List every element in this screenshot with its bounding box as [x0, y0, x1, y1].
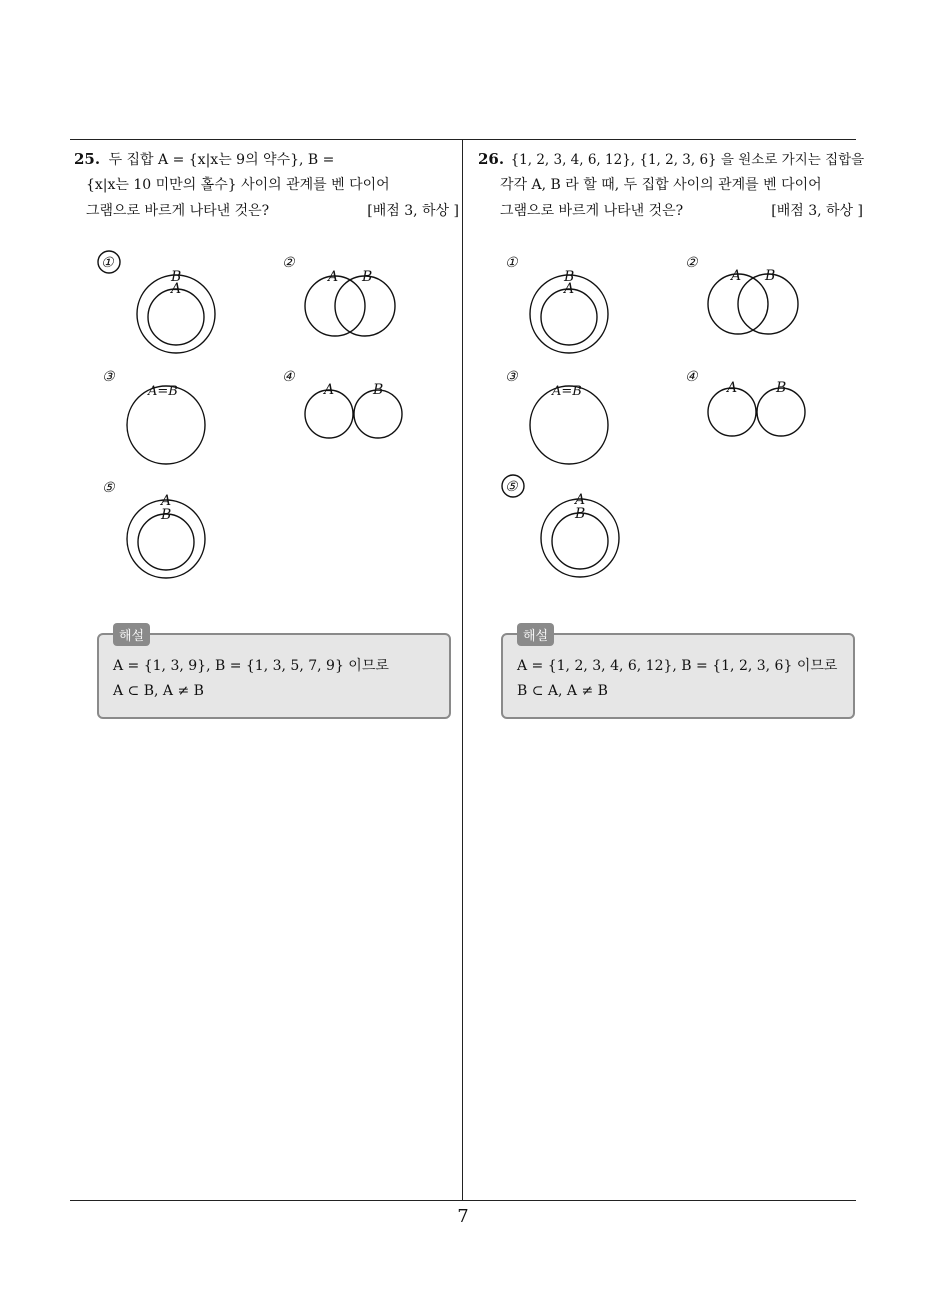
solution-line1: A = {1, 3, 9}, B = {1, 3, 5, 7, 9} 이므로 — [113, 658, 389, 674]
option-number: ① — [101, 255, 114, 271]
score-label: [배점 3, 하상 ] — [367, 203, 459, 219]
solution-tag: 해설 — [517, 623, 554, 646]
right-set-label: B — [765, 268, 776, 284]
right-set-label: B — [776, 380, 787, 396]
inner-set-circle — [148, 289, 204, 345]
option-number: ⑤ — [102, 480, 115, 496]
score-label: [배점 3, 하상 ] — [771, 203, 863, 219]
option-number: ④ — [685, 369, 698, 385]
inner-set-label: B — [575, 506, 586, 522]
outer-set-label: A — [161, 493, 172, 509]
equal-set-label: A=B — [148, 384, 178, 399]
question-text-line1: {1, 2, 3, 4, 6, 12}, {1, 2, 3, 6} 을 원소로 가지는 집합을 — [510, 152, 865, 168]
outer-set-label: A — [575, 492, 586, 508]
page-number: 7 — [457, 1206, 469, 1227]
q25-option-1[interactable] — [96, 248, 226, 358]
left-set-label: A — [328, 269, 339, 285]
equal-set-label: A=B — [552, 384, 582, 399]
inner-set-label: A — [564, 281, 575, 297]
solution-line2: A ⊂ B, A ≠ B — [113, 683, 204, 699]
q26-option-4[interactable] — [683, 366, 813, 446]
right-set-label: B — [362, 269, 373, 285]
option-number: ② — [282, 255, 295, 271]
q25-option-3[interactable] — [100, 366, 230, 470]
inner-set-circle — [541, 289, 597, 345]
q26-option-2[interactable] — [683, 250, 813, 350]
left-set-label: A — [727, 380, 738, 396]
solution-tag: 해설 — [113, 623, 150, 646]
inner-set-label: B — [161, 507, 172, 523]
solution-line2: B ⊂ A, A ≠ B — [517, 683, 608, 699]
question-text-line2: {x|x는 10 미만의 홀수} 사이의 관계를 벤 다이어 — [86, 177, 390, 193]
solution-line1: A = {1, 2, 3, 4, 6, 12}, B = {1, 2, 3, 6} 이므로 — [517, 658, 838, 674]
q25-option-4[interactable] — [280, 366, 410, 446]
q26-option-3[interactable] — [503, 366, 633, 470]
q26-option-5[interactable] — [499, 472, 629, 584]
question-number: 26. — [478, 150, 505, 168]
right-set-label: B — [373, 382, 384, 398]
option-number: ③ — [505, 369, 518, 385]
question-text-line3: 그램으로 바르게 나타낸 것은? — [86, 203, 270, 219]
q25-option-5[interactable] — [100, 478, 230, 584]
bottom-rule — [70, 1200, 856, 1201]
question-text-line3: 그램으로 바르게 나타낸 것은? — [500, 203, 684, 219]
top-rule — [70, 139, 856, 140]
outer-set-label: B — [171, 269, 182, 285]
option-number: ② — [685, 255, 698, 271]
option-number: ③ — [102, 369, 115, 385]
option-number: ④ — [282, 369, 295, 385]
question-text-line1: 두 집합 A = {x|x는 9의 약수}, B = — [108, 152, 335, 168]
column-divider — [462, 139, 463, 1201]
question-number: 25. — [74, 150, 101, 168]
inner-set-label: A — [171, 281, 182, 297]
q25-option-2[interactable] — [280, 250, 410, 350]
q26-solution-box — [501, 629, 855, 719]
question-text-line2: 각각 A, B 라 할 때, 두 집합 사이의 관계를 벤 다이어 — [500, 177, 822, 193]
left-set-label: A — [731, 268, 742, 284]
option-number: ⑤ — [505, 479, 518, 495]
q25-solution-box — [97, 629, 451, 719]
outer-set-label: B — [564, 269, 575, 285]
option-number: ① — [505, 255, 518, 271]
left-set-label: A — [324, 382, 335, 398]
q26-option-1[interactable] — [503, 250, 633, 360]
